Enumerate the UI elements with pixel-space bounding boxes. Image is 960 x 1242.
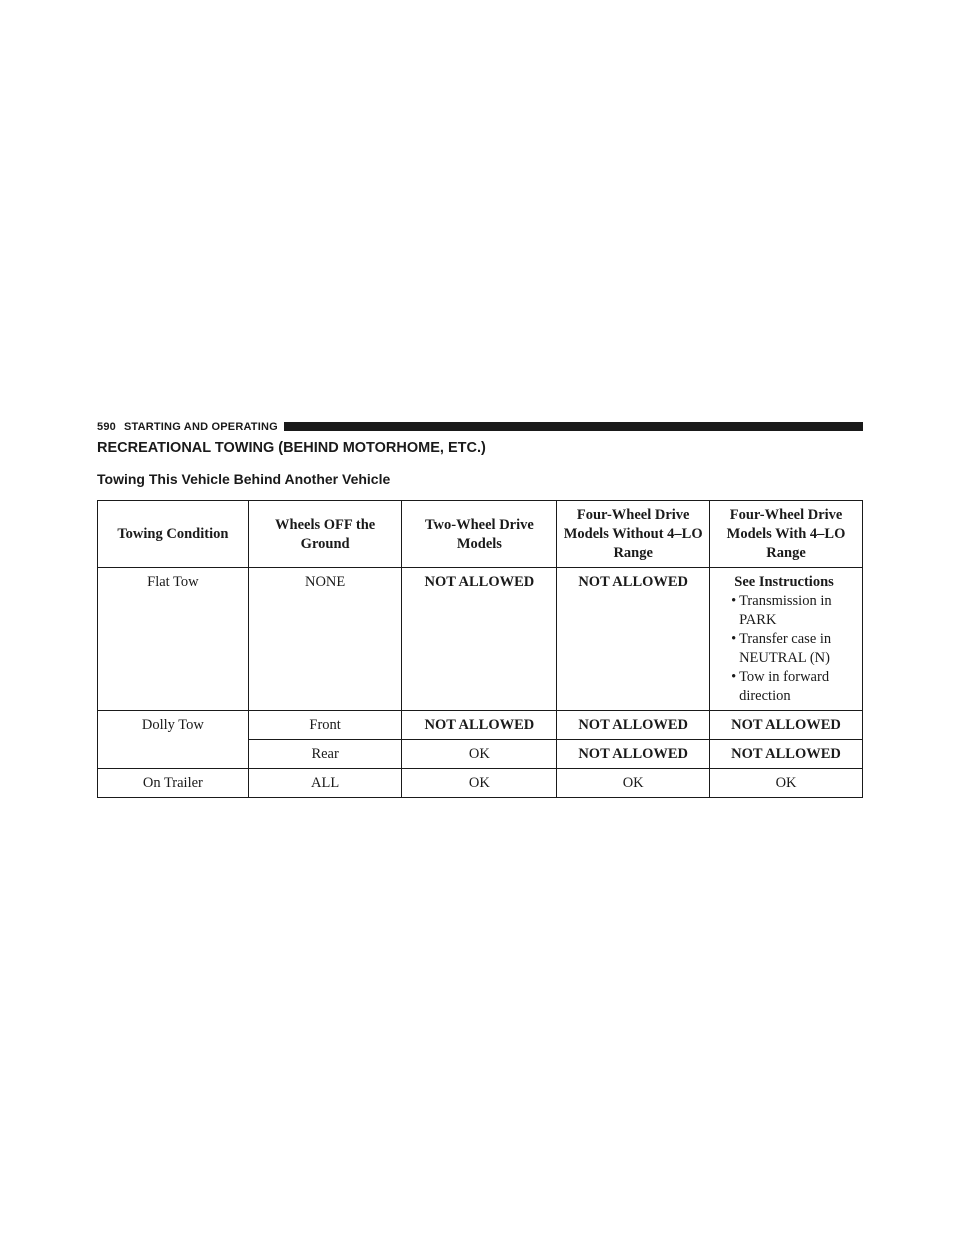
towing-condition-cell: Flat Tow [98, 568, 249, 711]
table-row [98, 711, 863, 740]
column-header: Two-Wheel Drive Models [402, 501, 557, 568]
wheels-off-cell: Front [248, 711, 402, 740]
two-wd-cell: OK [402, 769, 557, 798]
section-title: STARTING AND OPERATING [123, 420, 278, 433]
towing-condition-cell: Dolly Tow [98, 711, 249, 769]
two-wd-cell: NOT ALLOWED [402, 568, 557, 711]
page-number: 590 [97, 420, 116, 433]
four-wd-with-cell: NOT ALLOWED [731, 746, 841, 762]
instruction-text: Transmission in PARK [739, 593, 832, 628]
table-title: Towing This Vehicle Behind Another Vehicle [97, 471, 391, 487]
column-header: Wheels OFF the Ground [248, 501, 402, 568]
list-item [714, 668, 858, 706]
four-wd-with-cell: OK [775, 775, 797, 791]
list-item [714, 592, 858, 630]
column-header: Towing Condition [98, 501, 249, 568]
list-item [714, 630, 858, 668]
bullet-icon: • [731, 631, 737, 647]
wheels-off-cell: ALL [248, 769, 402, 798]
four-wd-without-cell: NOT ALLOWED [557, 740, 710, 769]
towing-table [97, 500, 863, 798]
four-wd-without-cell: OK [557, 769, 710, 798]
instruction-text: Tow in forward direction [739, 669, 830, 704]
header-rule [284, 422, 863, 431]
four-wd-with-cell: NOT ALLOWED [731, 717, 841, 733]
column-header: Four-Wheel Drive Models With 4–LO Range [726, 507, 846, 561]
wheels-off-cell: Rear [248, 740, 402, 769]
page-title: RECREATIONAL TOWING (BEHIND MOTORHOME, ETC.) [97, 440, 486, 456]
bullet-icon: • [731, 669, 737, 685]
instructions-list [714, 592, 858, 706]
instruction-text: Transfer case in NEUTRAL (N) [739, 631, 832, 666]
table-row [98, 769, 863, 798]
instructions-heading: See Instructions [734, 574, 834, 590]
two-wd-cell: NOT ALLOWED [402, 711, 557, 740]
table-row [98, 568, 863, 711]
column-header: Four-Wheel Drive Models Without 4–LO Range [557, 501, 710, 568]
wheels-off-cell: NONE [248, 568, 402, 711]
towing-condition-cell: On Trailer [98, 769, 249, 798]
page-header [97, 420, 863, 433]
four-wd-without-cell: NOT ALLOWED [557, 568, 710, 711]
four-wd-with-cell [710, 568, 863, 711]
two-wd-cell: OK [402, 740, 557, 769]
table-header-row [98, 501, 863, 568]
four-wd-without-cell: NOT ALLOWED [557, 711, 710, 740]
bullet-icon: • [731, 593, 737, 609]
